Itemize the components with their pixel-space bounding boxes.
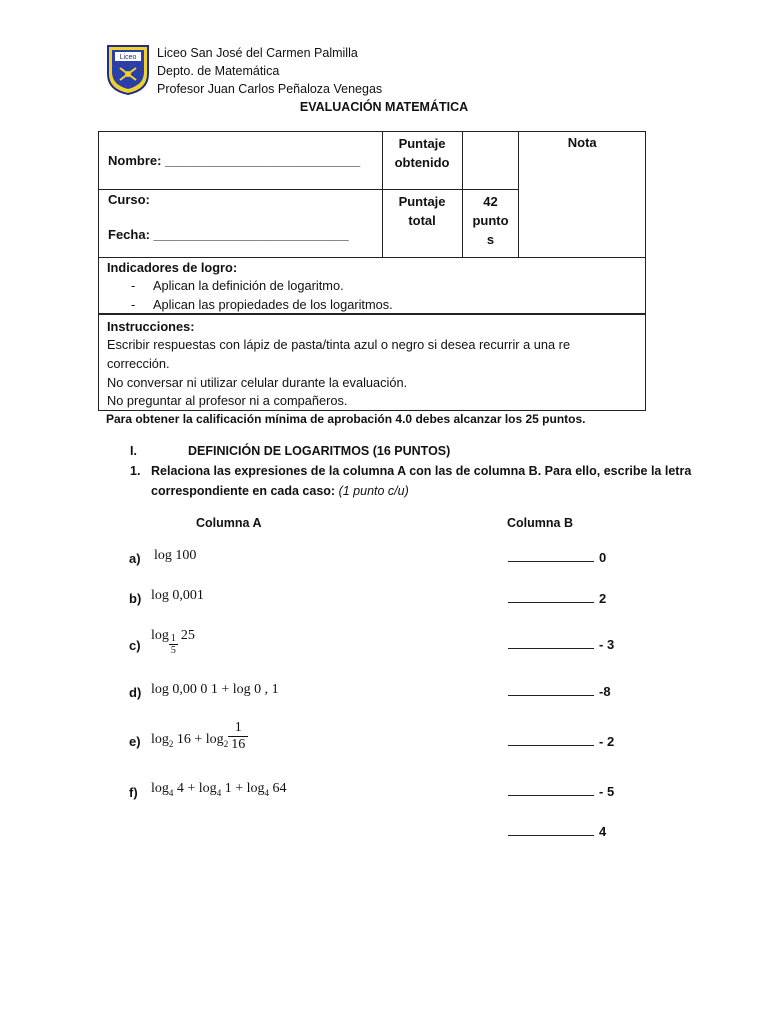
item-label-b: b): [129, 591, 142, 606]
nombre-field[interactable]: Nombre: ___________________________: [108, 153, 361, 168]
section-title: DEFINICIÓN DE LOGARITMOS (16 PUNTOS): [188, 444, 451, 458]
indicators-box: [98, 257, 646, 314]
instruction-line: corrección.: [107, 356, 170, 371]
puntaje-obtenido-value[interactable]: [462, 132, 519, 190]
answer-blank-row[interactable]: -8: [508, 683, 611, 699]
expr-d: log 0,00 0 1 + log 0 , 1: [151, 682, 279, 697]
instruction-line: No conversar ni utilizar celular durante la evaluación.: [107, 375, 408, 390]
expr-b: log 0,001: [151, 588, 204, 603]
answer-blank-row[interactable]: - 5: [508, 783, 614, 799]
puntaje-total-value: 42: [483, 194, 498, 209]
indicator-item: - Aplican las propiedades de los logaritmos.: [131, 297, 393, 312]
puntaje-total-unit-end: s: [486, 232, 495, 247]
item-label-f: f): [129, 785, 138, 800]
item-label-e: e): [129, 734, 141, 749]
expr-f: $\log_4 4 + \log_4 1 + \log_4 64$: [151, 781, 287, 798]
answer-blank-row[interactable]: - 2: [508, 733, 614, 749]
department: Depto. de Matemática: [157, 64, 280, 78]
teacher-name: Profesor Juan Carlos Peñaloza Venegas: [157, 82, 383, 96]
student-info-table: [98, 131, 646, 258]
school-logo: [106, 44, 150, 96]
instruction-line: Escribir respuestas con lápiz de pasta/tinta azul o negro si desea recurrir a una re: [107, 337, 571, 352]
answer-blank-row[interactable]: - 3: [508, 636, 614, 652]
page-title: EVALUACIÓN MATEMÁTICA: [299, 100, 469, 114]
nota-label: Nota: [567, 135, 597, 150]
indicator-item: - Aplican la definición de logaritmo.: [131, 278, 344, 293]
instructions-box: [98, 314, 646, 411]
expr-a: log 100: [154, 548, 197, 563]
fecha-field[interactable]: Fecha: ___________________________: [108, 227, 349, 242]
item-label-d: d): [129, 685, 142, 700]
question-number: 1.: [130, 464, 141, 478]
question-text-cont: correspondiente en cada caso: (1 punto c/u): [151, 484, 409, 498]
puntaje-obtenido-label: Puntaje obtenido: [394, 136, 450, 170]
passing-note: Para obtener la calificación mínima de aprobación 4.0 debes alcanzar los 25 puntos.: [106, 412, 586, 426]
column-b-heading: Columna B: [507, 516, 573, 530]
svg-text:Liceo: Liceo: [119, 54, 137, 61]
puntaje-total-unit: punto: [472, 213, 509, 228]
column-a-heading: Columna A: [196, 516, 262, 530]
question-text: Relaciona las expresiones de la columna A con las de columna B. Para ello, escribe la letra: [151, 464, 692, 478]
indicators-heading: Indicadores de logro:: [107, 260, 238, 275]
item-label-a: a): [129, 551, 141, 566]
answer-blank-row[interactable]: 0: [508, 549, 606, 565]
answer-blank-row[interactable]: 4: [508, 823, 606, 839]
instructions-heading: Instrucciones:: [107, 319, 195, 334]
section-number: I.: [130, 444, 137, 458]
expr-e: $\log_2 16 + \log_21$ 16: [151, 720, 248, 753]
instruction-line: No preguntar al profesor ni a compañeros.: [107, 393, 348, 408]
school-name: Liceo San José del Carmen Palmilla: [157, 46, 358, 60]
answer-blank-row[interactable]: 2: [508, 590, 606, 606]
item-label-c: c): [129, 638, 141, 653]
puntaje-total-label: Puntaje total: [398, 194, 446, 228]
curso-field[interactable]: Curso:: [108, 192, 150, 207]
expr-c: log $\frac{1}{5}$ 25: [151, 628, 195, 656]
